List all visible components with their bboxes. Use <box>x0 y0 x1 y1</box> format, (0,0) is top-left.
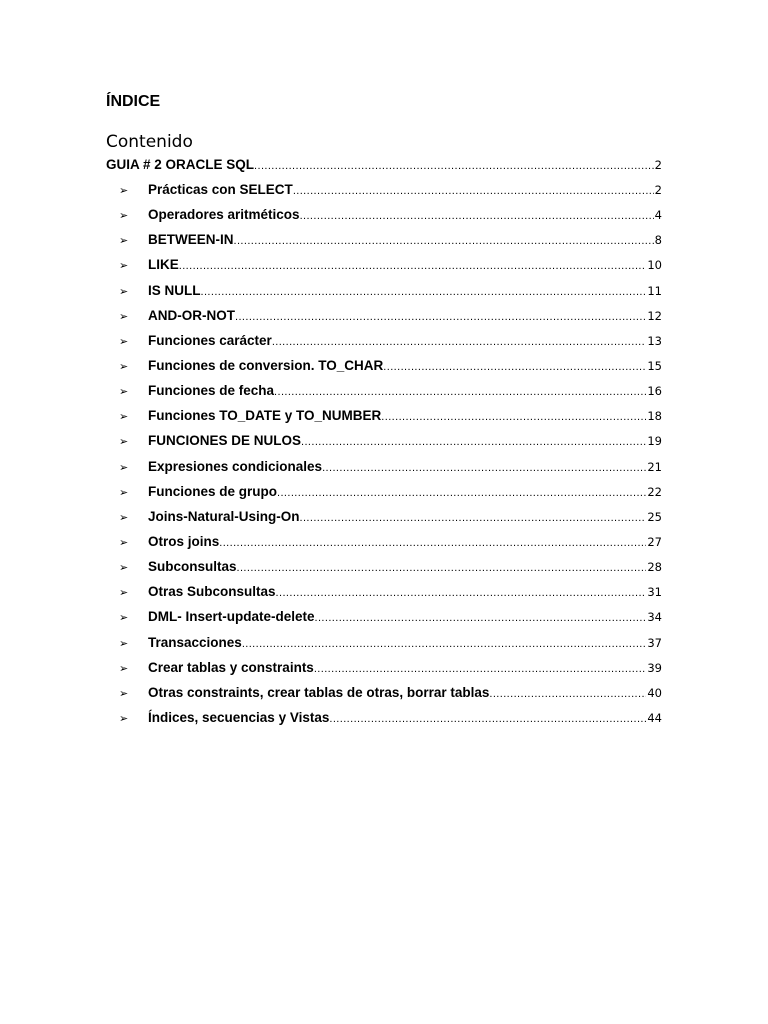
arrowhead-bullet-icon: ➢ <box>119 686 129 700</box>
toc-entry-title: Joins-Natural-Using-On <box>148 508 300 524</box>
toc-page-number: 18 <box>647 409 662 424</box>
arrowhead-bullet-icon: ➢ <box>119 485 129 499</box>
dot-leader <box>276 585 647 602</box>
arrowhead-bullet-icon: ➢ <box>119 711 129 725</box>
toc-entry-title: LIKE <box>148 257 179 273</box>
toc-entry-link[interactable] <box>106 705 662 730</box>
arrowhead-bullet-icon: ➢ <box>119 410 129 424</box>
toc-page-number: 15 <box>647 358 662 373</box>
toc-entry-link[interactable] <box>106 403 662 428</box>
dot-leader <box>314 661 647 678</box>
toc-entry-title: Funciones de conversion. TO_CHAR <box>148 357 384 373</box>
toc-entry-title: Crear tablas y constraints <box>148 659 314 675</box>
toc-page-number: 22 <box>647 484 662 499</box>
arrowhead-bullet-icon: ➢ <box>119 435 129 449</box>
toc-entry-link[interactable] <box>106 604 662 629</box>
dot-leader <box>315 610 647 627</box>
toc-page-number: 19 <box>647 434 662 449</box>
dot-leader <box>329 711 646 728</box>
dot-leader <box>219 535 646 552</box>
toc-page-number: 25 <box>647 509 662 524</box>
toc-page-number: 39 <box>647 660 662 675</box>
toc-entry-title: AND-OR-NOT <box>148 307 235 323</box>
toc-entry-title: Índices, secuencias y Vistas <box>148 709 330 725</box>
dot-leader <box>242 636 647 653</box>
toc-page-number: 27 <box>647 534 662 549</box>
toc-page-number: 11 <box>647 283 662 298</box>
index-heading: ÍNDICE <box>106 93 161 110</box>
dot-leader <box>234 233 654 250</box>
dot-leader <box>300 208 654 225</box>
arrowhead-bullet-icon: ➢ <box>119 611 129 625</box>
dot-leader <box>274 384 646 401</box>
toc-page-number: 8 <box>654 233 662 248</box>
toc-entry-link[interactable] <box>106 278 662 303</box>
dot-leader <box>489 686 646 703</box>
toc-entry-title: Funciones de grupo <box>148 483 278 499</box>
toc-entry-title: GUIA # 2 ORACLE SQL <box>106 157 255 172</box>
toc-page-number: 2 <box>654 183 662 197</box>
arrowhead-bullet-icon: ➢ <box>119 510 129 524</box>
toc-entry-link[interactable] <box>106 353 662 378</box>
dot-leader <box>300 510 647 527</box>
arrowhead-bullet-icon: ➢ <box>119 535 129 549</box>
toc-entry-link[interactable] <box>106 479 662 504</box>
dot-leader <box>235 309 646 326</box>
dot-leader <box>293 183 654 200</box>
toc-page-number: 28 <box>647 560 662 575</box>
toc-page-number: 4 <box>654 208 662 223</box>
toc-entry-title: Funciones TO_DATE y TO_NUMBER <box>148 408 382 424</box>
toc-entry-title: Funciones carácter <box>148 332 272 348</box>
arrowhead-bullet-icon: ➢ <box>119 184 129 197</box>
dot-leader <box>381 409 646 426</box>
toc-page-number: 16 <box>647 384 662 399</box>
toc-entry-title: IS NULL <box>148 282 201 298</box>
toc-entry-link[interactable] <box>106 227 662 252</box>
toc-entry-title: Transacciones <box>148 634 242 650</box>
toc-page-number: 10 <box>647 258 662 273</box>
toc-section-link[interactable] <box>106 155 662 177</box>
dot-leader <box>277 485 646 502</box>
toc-entry-link[interactable] <box>106 579 662 604</box>
dot-leader <box>201 284 647 301</box>
toc-page-number: 13 <box>647 333 662 348</box>
dot-leader <box>237 560 647 577</box>
arrowhead-bullet-icon: ➢ <box>119 284 129 298</box>
toc-entry-title: BETWEEN-IN <box>148 232 234 248</box>
toc-entry-link[interactable] <box>106 630 662 655</box>
toc-entry-link[interactable] <box>106 428 662 453</box>
dot-leader <box>254 158 654 175</box>
arrowhead-bullet-icon: ➢ <box>119 334 129 348</box>
arrowhead-bullet-icon: ➢ <box>119 359 129 373</box>
toc-entry-title: Otras constraints, crear tablas de otras, borrar tablas <box>148 684 490 700</box>
arrowhead-bullet-icon: ➢ <box>119 234 129 248</box>
toc-page-number: 2 <box>654 158 662 172</box>
toc-entry-link[interactable] <box>106 454 662 479</box>
toc-entry-title: Otros joins <box>148 533 220 549</box>
dot-leader <box>179 258 647 275</box>
dot-leader <box>301 434 646 451</box>
toc-entry-title: FUNCIONES DE NULOS <box>148 433 302 449</box>
toc-page-number: 44 <box>647 710 662 725</box>
toc-page-number: 31 <box>647 585 662 600</box>
toc-entry-link[interactable] <box>106 328 662 353</box>
toc-page-number: 37 <box>647 635 662 650</box>
toc-entry-link[interactable] <box>106 303 662 328</box>
toc-entry-title: Operadores aritméticos <box>148 207 300 223</box>
toc-entry-link[interactable] <box>106 655 662 680</box>
toc-entry-title: Subconsultas <box>148 559 237 575</box>
contents-heading: Contenido <box>106 132 193 152</box>
arrowhead-bullet-icon: ➢ <box>119 385 129 399</box>
dot-leader <box>272 334 647 351</box>
arrowhead-bullet-icon: ➢ <box>119 661 129 675</box>
arrowhead-bullet-icon: ➢ <box>119 309 129 323</box>
toc-entry-link[interactable] <box>106 252 662 277</box>
arrowhead-bullet-icon: ➢ <box>119 259 129 273</box>
toc-entry-title: Otras Subconsultas <box>148 584 276 600</box>
toc-page-number: 21 <box>647 459 662 474</box>
toc-entry-link[interactable] <box>106 504 662 529</box>
table-of-contents <box>106 155 662 730</box>
toc-entry-link[interactable] <box>106 177 662 202</box>
arrowhead-bullet-icon: ➢ <box>119 561 129 575</box>
toc-entry-link[interactable] <box>106 378 662 403</box>
dot-leader <box>383 359 646 376</box>
toc-entry-link[interactable] <box>106 554 662 579</box>
dot-leader <box>322 460 646 477</box>
arrowhead-bullet-icon: ➢ <box>119 586 129 600</box>
arrowhead-bullet-icon: ➢ <box>119 636 129 650</box>
toc-entry-title: DML- Insert-update-delete <box>148 609 315 625</box>
toc-entry-link[interactable] <box>106 202 662 227</box>
toc-entry-title: Expresiones condicionales <box>148 458 323 474</box>
toc-page-number: 34 <box>647 610 662 625</box>
toc-page-number: 12 <box>647 308 662 323</box>
toc-entry-link[interactable] <box>106 529 662 554</box>
arrowhead-bullet-icon: ➢ <box>119 209 129 223</box>
arrowhead-bullet-icon: ➢ <box>119 460 129 474</box>
toc-page-number: 40 <box>647 685 662 700</box>
toc-entry-title: Prácticas con SELECT <box>148 182 293 197</box>
toc-entry-link[interactable] <box>106 680 662 705</box>
toc-entry-title: Funciones de fecha <box>148 383 275 399</box>
